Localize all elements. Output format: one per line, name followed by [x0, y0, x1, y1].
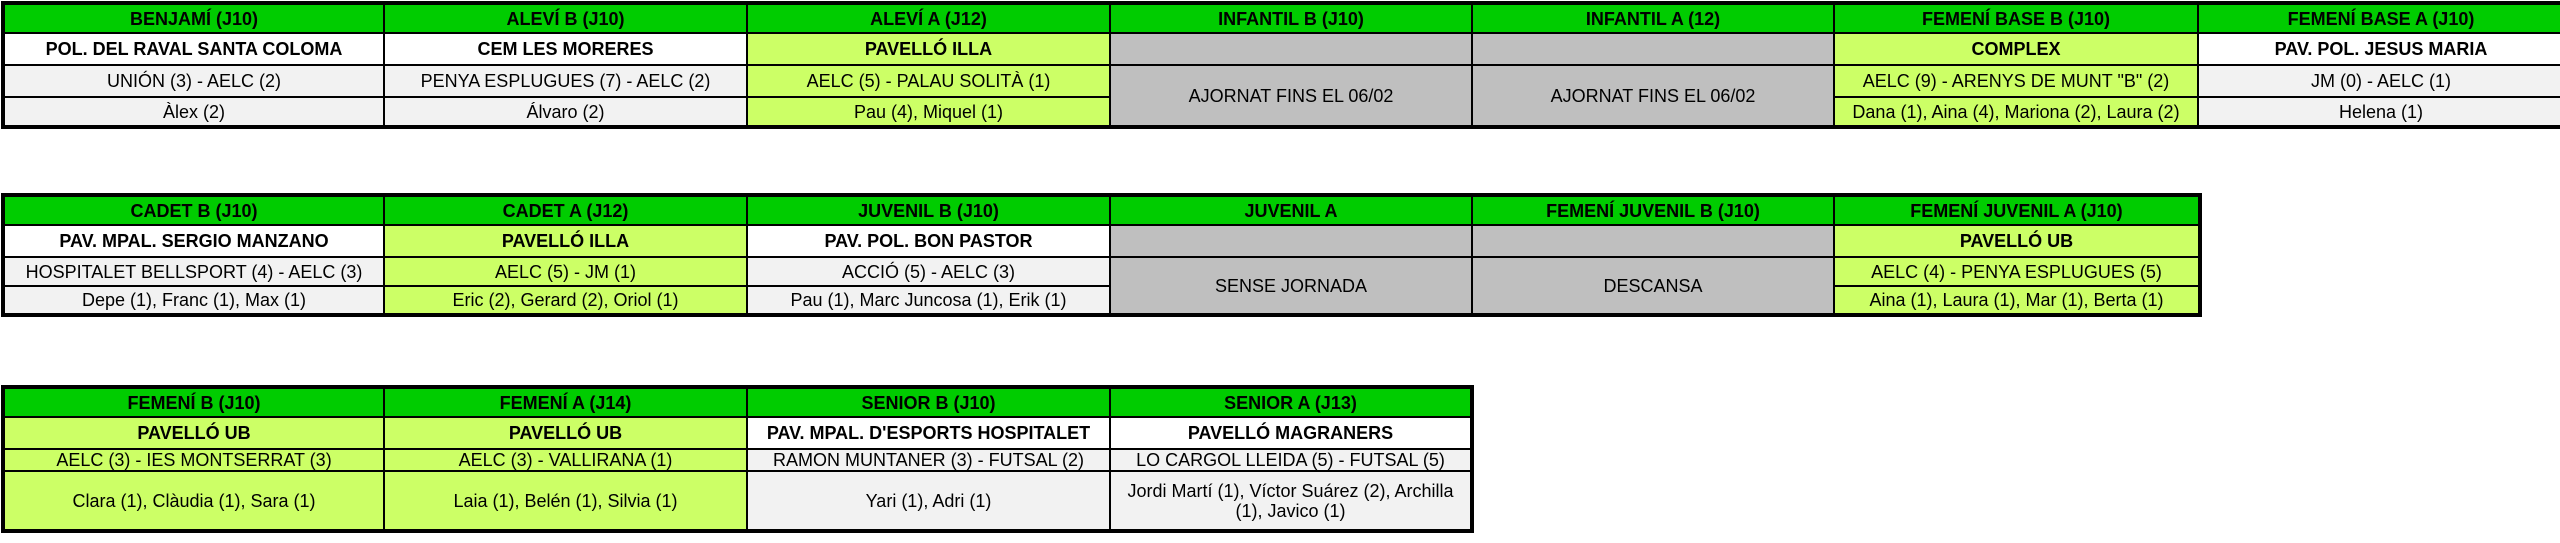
category-header: FEMENÍ A (J14): [384, 387, 747, 417]
results-table-group-2: [1, 193, 2202, 317]
result-cell: AJORNAT FINS EL 06/02: [1472, 65, 1834, 127]
category-header: INFANTIL A (12): [1472, 3, 1834, 33]
category-header: FEMENÍ JUVENIL B (J10): [1472, 195, 1834, 225]
category-header: CADET B (J10): [3, 195, 384, 225]
results-table-group-3: [1, 385, 1474, 533]
scorers-cell: Pau (4), Miquel (1): [747, 97, 1110, 127]
venue-cell: PAV. POL. JESUS MARIA: [2198, 33, 2560, 65]
result-cell: AJORNAT FINS EL 06/02: [1110, 65, 1472, 127]
category-header-row: [3, 3, 2560, 33]
result-cell: AELC (3) - IES MONTSERRAT (3): [3, 449, 384, 471]
venue-row: [3, 417, 1472, 449]
category-header: SENIOR A (J13): [1110, 387, 1472, 417]
scorers-cell: Depe (1), Franc (1), Max (1): [3, 286, 384, 315]
result-row: [3, 449, 1472, 471]
venue-cell: PAVELLÓ UB: [384, 417, 747, 449]
venue-cell: PAV. MPAL. D'ESPORTS HOSPITALET: [747, 417, 1110, 449]
scorers-cell: Clara (1), Clàudia (1), Sara (1): [3, 471, 384, 531]
venue-cell: [1110, 33, 1472, 65]
venue-cell: [1472, 33, 1834, 65]
category-header: JUVENIL A: [1110, 195, 1472, 225]
result-cell: LO CARGOL LLEIDA (5) - FUTSAL (5): [1110, 449, 1472, 471]
venue-cell: PAV. MPAL. SERGIO MANZANO: [3, 225, 384, 257]
venue-cell: PAVELLÓ ILLA: [384, 225, 747, 257]
scorers-cell: Helena (1): [2198, 97, 2560, 127]
category-header: FEMENÍ JUVENIL A (J10): [1834, 195, 2200, 225]
scorers-cell: Dana (1), Aina (4), Mariona (2), Laura (2): [1834, 97, 2198, 127]
venue-cell: POL. DEL RAVAL SANTA COLOMA: [3, 33, 384, 65]
category-header: ALEVÍ A (J12): [747, 3, 1110, 33]
category-header: BENJAMÍ (J10): [3, 3, 384, 33]
venue-row: [3, 33, 2560, 65]
scorers-cell: Eric (2), Gerard (2), Oriol (1): [384, 286, 747, 315]
venue-cell: [1110, 225, 1472, 257]
result-cell: AELC (5) - JM (1): [384, 257, 747, 286]
category-header: FEMENÍ BASE B (J10): [1834, 3, 2198, 33]
scorers-cell: Álvaro (2): [384, 97, 747, 127]
category-header: INFANTIL B (J10): [1110, 3, 1472, 33]
venue-cell: PAVELLÓ UB: [1834, 225, 2200, 257]
result-cell: JM (0) - AELC (1): [2198, 65, 2560, 97]
category-header: CADET A (J12): [384, 195, 747, 225]
result-cell: AELC (9) - ARENYS DE MUNT "B" (2): [1834, 65, 2198, 97]
category-header-row: [3, 387, 1472, 417]
result-row: [3, 257, 2200, 286]
result-cell: HOSPITALET BELLSPORT (4) - AELC (3): [3, 257, 384, 286]
category-header: FEMENÍ BASE A (J10): [2198, 3, 2560, 33]
category-header: ALEVÍ B (J10): [384, 3, 747, 33]
venue-cell: [1472, 225, 1834, 257]
scorers-cell: Yari (1), Adri (1): [747, 471, 1110, 531]
venue-cell: PAVELLÓ MAGRANERS: [1110, 417, 1472, 449]
results-table-group-1: [1, 1, 2560, 129]
venue-cell: PAVELLÓ ILLA: [747, 33, 1110, 65]
venue-cell: COMPLEX: [1834, 33, 2198, 65]
result-cell: AELC (4) - PENYA ESPLUGUES (5): [1834, 257, 2200, 286]
result-cell: SENSE JORNADA: [1110, 257, 1472, 315]
scorers-cell: Laia (1), Belén (1), Silvia (1): [384, 471, 747, 531]
venue-cell: CEM LES MORERES: [384, 33, 747, 65]
scorers-cell: Jordi Martí (1), Víctor Suárez (2), Archilla (1), Javico (1): [1110, 471, 1472, 531]
scorers-row: [3, 286, 2200, 315]
venue-row: [3, 225, 2200, 257]
result-cell: AELC (5) - PALAU SOLITÀ (1): [747, 65, 1110, 97]
scorers-cell: Aina (1), Laura (1), Mar (1), Berta (1): [1834, 286, 2200, 315]
venue-cell: PAVELLÓ UB: [3, 417, 384, 449]
result-cell: ACCIÓ (5) - AELC (3): [747, 257, 1110, 286]
result-cell: PENYA ESPLUGUES (7) - AELC (2): [384, 65, 747, 97]
venue-cell: PAV. POL. BON PASTOR: [747, 225, 1110, 257]
result-cell: UNIÓN (3) - AELC (2): [3, 65, 384, 97]
category-header: SENIOR B (J10): [747, 387, 1110, 417]
category-header: FEMENÍ B (J10): [3, 387, 384, 417]
scorers-row: [3, 471, 1472, 531]
category-header-row: [3, 195, 2200, 225]
scorers-cell: Àlex (2): [3, 97, 384, 127]
scorers-cell: Pau (1), Marc Juncosa (1), Erik (1): [747, 286, 1110, 315]
category-header: JUVENIL B (J10): [747, 195, 1110, 225]
result-cell: AELC (3) - VALLIRANA (1): [384, 449, 747, 471]
result-cell: RAMON MUNTANER (3) - FUTSAL (2): [747, 449, 1110, 471]
result-cell: DESCANSA: [1472, 257, 1834, 315]
result-row: [3, 65, 2560, 97]
